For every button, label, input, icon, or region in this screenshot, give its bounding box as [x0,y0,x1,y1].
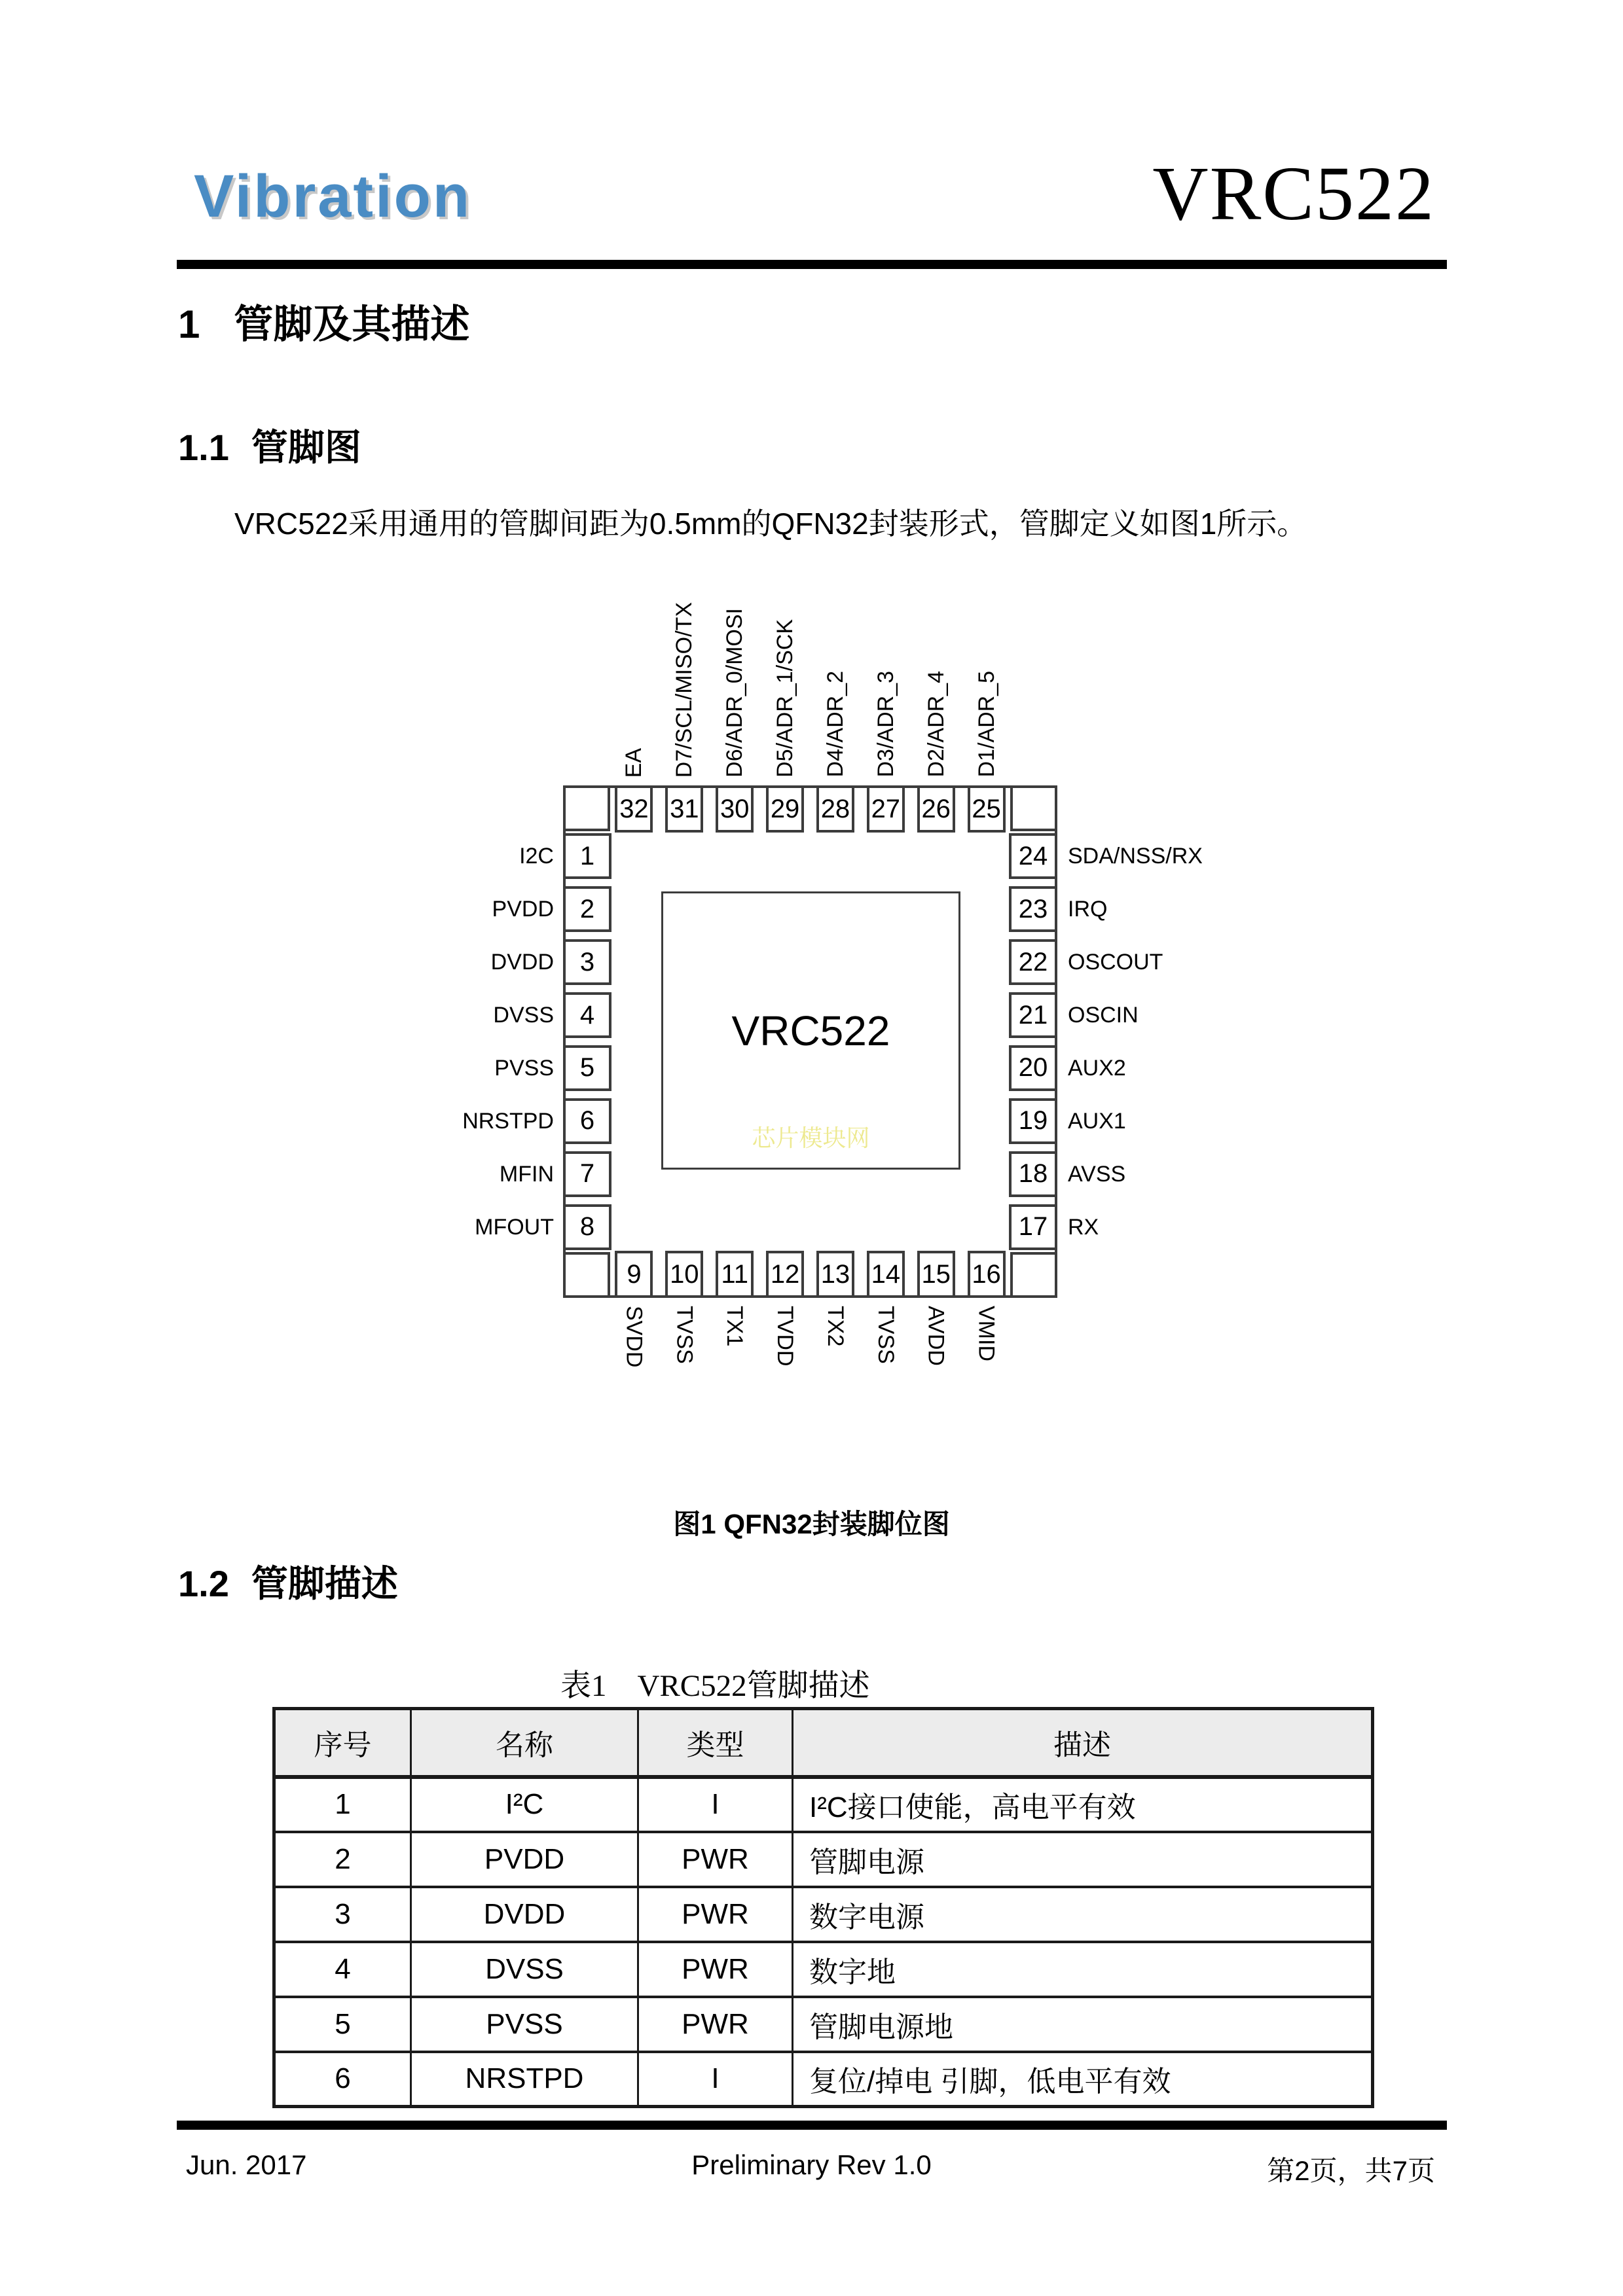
pin-13-box [816,1251,854,1347]
section-1-number: 1 [178,302,200,346]
pin-1-number: 1 [579,841,595,870]
table-row-1 [274,1777,1373,1832]
table-row-5-cell-0: 5 [274,1997,411,2052]
watermark-text: 芯片模块网 [752,1124,870,1151]
pin-29-name-label: D5/ADR_1/SCK [773,619,798,778]
table-row-2-cell-1: PVDD [411,1832,638,1887]
pin-11-box [716,1251,754,1347]
section-1-2-number: 1.2 [178,1563,229,1604]
pin-30-number: 30 [720,794,750,823]
pin-12-number: 12 [770,1259,800,1289]
pin-7-number: 7 [579,1159,595,1189]
pin-6-box [462,1098,611,1144]
pin-27-name-label: D3/ADR_3 [873,671,898,778]
pin-21-name-label: OSCIN [1068,1003,1139,1028]
pin-22-name-label: OSCOUT [1068,950,1163,975]
pin-11-number: 11 [721,1259,748,1289]
pin-4-box [493,992,611,1038]
table-row-5-cell-1: PVSS [411,1997,638,2052]
pin-1-name-label: I2C [519,844,554,869]
chip-die-label: VRC522 [731,1007,890,1054]
pin-1-box [519,833,611,879]
package-corner-top-left [563,785,610,831]
pin-31-number: 31 [670,794,699,823]
pin-2-number: 2 [579,894,595,924]
table-row-2-cell-2: PWR [638,1832,793,1887]
section-1-1-heading [178,419,361,471]
footer-revision: Preliminary Rev 1.0 [691,2149,932,2180]
pin-column-left [462,830,611,1253]
table-row-4-cell-1: DVSS [411,1942,638,1997]
pin-10-number: 10 [670,1259,699,1289]
table-row-1-cell-2: I [638,1777,793,1832]
pin-24-box [1009,833,1203,879]
intro-paragraph: VRC522采用通用的管脚间距为0.5mm的QFN32封装形式，管脚定义如图1所示。 [234,507,1307,541]
pin-9-box [615,1251,653,1368]
table-header-col-3: 描述 [793,1709,1373,1777]
pin-26-name-label: D2/ADR_4 [923,671,949,778]
table-row-4-cell-2: PWR [638,1942,793,1997]
pin-23-name-label: IRQ [1068,897,1108,922]
pin-2-name-label: PVDD [492,897,554,922]
table-row-1-cell-3: I²C接口使能，高电平有效 [793,1777,1373,1832]
pin-4-number: 4 [579,1000,595,1030]
pin-17-number: 17 [1018,1212,1048,1242]
table-row-5-cell-3: 管脚电源地 [793,1997,1373,2052]
pin-28-number: 28 [820,794,850,823]
pin-row-top [609,601,1012,833]
pin-30-box [716,608,754,833]
pin-19-name-label: AUX1 [1068,1108,1126,1134]
table-row-3-cell-2: PWR [638,1887,793,1942]
pin-13-number: 13 [820,1259,850,1289]
header-rule [177,260,1447,269]
table-row-2 [274,1832,1373,1887]
pin-18-box [1009,1151,1126,1197]
pin-27-number: 27 [871,794,901,823]
table-row-3 [274,1887,1373,1942]
pin-8-number: 8 [579,1212,595,1242]
pin-21-number: 21 [1018,1000,1048,1030]
section-1-2-heading [178,1555,398,1607]
table-header-col-1: 名称 [411,1709,638,1777]
pin-13-name-label: TX2 [822,1306,848,1347]
pin-20-box [1009,1045,1126,1091]
pin-9-name-label: SVDD [621,1306,647,1368]
table-row-2-cell-0: 2 [274,1832,411,1887]
pin-7-box [499,1151,611,1197]
table-row-6 [274,2052,1373,2107]
pin-20-number: 20 [1018,1053,1048,1083]
footer-page-number: 第2页，共7页 [1267,2155,1435,2186]
pin-7-name-label: MFIN [499,1161,554,1187]
pin-18-name-label: AVSS [1068,1161,1126,1187]
table-header-row [274,1709,1373,1777]
part-number-title: VRC522 [1152,151,1435,236]
pin-32-name-label: EA [621,747,647,778]
pin-column-right [1009,830,1203,1253]
vendor-logo: Vibration [194,163,472,230]
pin-16-box [968,1251,1006,1361]
pin-25-name-label: D1/ADR_5 [974,671,999,778]
section-1-title: 管脚及其描述 [234,302,470,346]
pin-17-name-label: RX [1068,1214,1099,1240]
pin-14-name-label: TVSS [873,1306,898,1364]
pin-11-name-label: TX1 [722,1306,748,1347]
qfn32-package-outline [462,601,1203,1368]
pin-4-name-label: DVSS [493,1003,554,1028]
pin-32-number: 32 [619,794,649,823]
pin-26-box [917,671,955,833]
pin-18-number: 18 [1018,1159,1048,1189]
section-1-1-title: 管脚图 [251,427,361,468]
pin-15-name-label: AVDD [923,1306,949,1366]
pin-12-name-label: TVDD [773,1306,798,1367]
pin-20-name-label: AUX2 [1068,1055,1126,1081]
table-row-6-cell-1: NRSTPD [411,2052,638,2107]
pin-15-box [917,1251,955,1366]
table-row-1-cell-1: I²C [411,1777,638,1832]
table-row-6-cell-3: 复位/掉电 引脚，低电平有效 [793,2052,1373,2107]
table-row-5 [274,1997,1373,2052]
pin-5-number: 5 [579,1053,595,1083]
pin-24-number: 24 [1018,841,1048,870]
table-header-col-0: 序号 [274,1709,411,1777]
table-row-3-cell-0: 3 [274,1887,411,1942]
pin-19-number: 19 [1018,1106,1048,1136]
table-row-5-cell-2: PWR [638,1997,793,2052]
section-1-1-number: 1.1 [178,427,229,468]
pin-14-number: 14 [871,1259,901,1289]
table-row-1-cell-0: 1 [274,1777,411,1832]
pin-16-name-label: VMID [974,1306,999,1361]
package-corner-bottom-right [1010,1252,1057,1298]
pin-row-bottom [609,1251,1012,1368]
pin-25-number: 25 [972,794,1001,823]
table-row-6-cell-0: 6 [274,2052,411,2107]
pin-29-box [766,619,804,833]
pin-8-box [475,1204,611,1250]
pin-24-name-label: SDA/NSS/RX [1068,844,1203,869]
package-corner-top-right [1010,785,1057,831]
pin-25-box [968,671,1006,833]
pin-27-box [867,671,905,833]
table-1-caption: 表1 VRC522管脚描述 [560,1669,870,1703]
pin-19-box [1009,1098,1126,1144]
pin-10-box [665,1251,703,1364]
pin-3-box [490,939,611,985]
pin-12-box [766,1251,804,1367]
figure-1-caption: 图1 QFN32封装脚位图 [673,1509,950,1539]
pin-28-name-label: D4/ADR_2 [822,671,848,778]
pin-6-number: 6 [579,1106,595,1136]
pin-8-name-label: MFOUT [475,1214,554,1240]
table-row-4-cell-3: 数字地 [793,1942,1373,1997]
pin-6-name-label: NRSTPD [462,1108,554,1134]
table-row-6-cell-2: I [638,2052,793,2107]
table-row-3-cell-1: DVDD [411,1887,638,1942]
chip-die-outline [661,891,960,1170]
pin-5-box [494,1045,611,1091]
table-row-4-cell-0: 4 [274,1942,411,1997]
pin-30-name-label: D6/ADR_0/MOSI [722,608,748,778]
table-row-2-cell-3: 管脚电源 [793,1832,1373,1887]
pin-22-box [1009,939,1163,985]
pin-26-number: 26 [921,794,951,823]
package-corner-bottom-left [563,1252,610,1298]
pin-32-box [615,747,653,833]
table-row-4 [274,1942,1373,1997]
pin-17-box [1009,1204,1099,1250]
pin-9-number: 9 [627,1259,642,1289]
footer-rule [177,2121,1447,2130]
pin-15-number: 15 [921,1259,951,1289]
footer-date: Jun. 2017 [186,2149,307,2180]
pin-31-name-label: D7/SCL/MISO/TX [672,601,697,778]
pin-29-number: 29 [770,794,800,823]
pin-22-number: 22 [1018,947,1048,977]
pin-16-number: 16 [972,1259,1001,1289]
section-1-2-title: 管脚描述 [251,1563,398,1604]
pin-description-table [272,1707,1374,2108]
pin-10-name-label: TVSS [672,1306,697,1364]
pin-14-box [867,1251,905,1364]
pin-28-box [816,671,854,833]
pin-21-box [1009,992,1139,1038]
pin-2-box [492,886,611,932]
pin-23-number: 23 [1018,894,1048,924]
pin-31-box [665,601,703,833]
pin-3-name-label: DVDD [490,950,554,975]
table-header-col-2: 类型 [638,1709,793,1777]
pin-23-box [1009,886,1108,932]
section-1-heading [178,293,469,350]
table-row-3-cell-3: 数字电源 [793,1887,1373,1942]
pin-5-name-label: PVSS [494,1055,554,1081]
pin-3-number: 3 [579,947,595,977]
